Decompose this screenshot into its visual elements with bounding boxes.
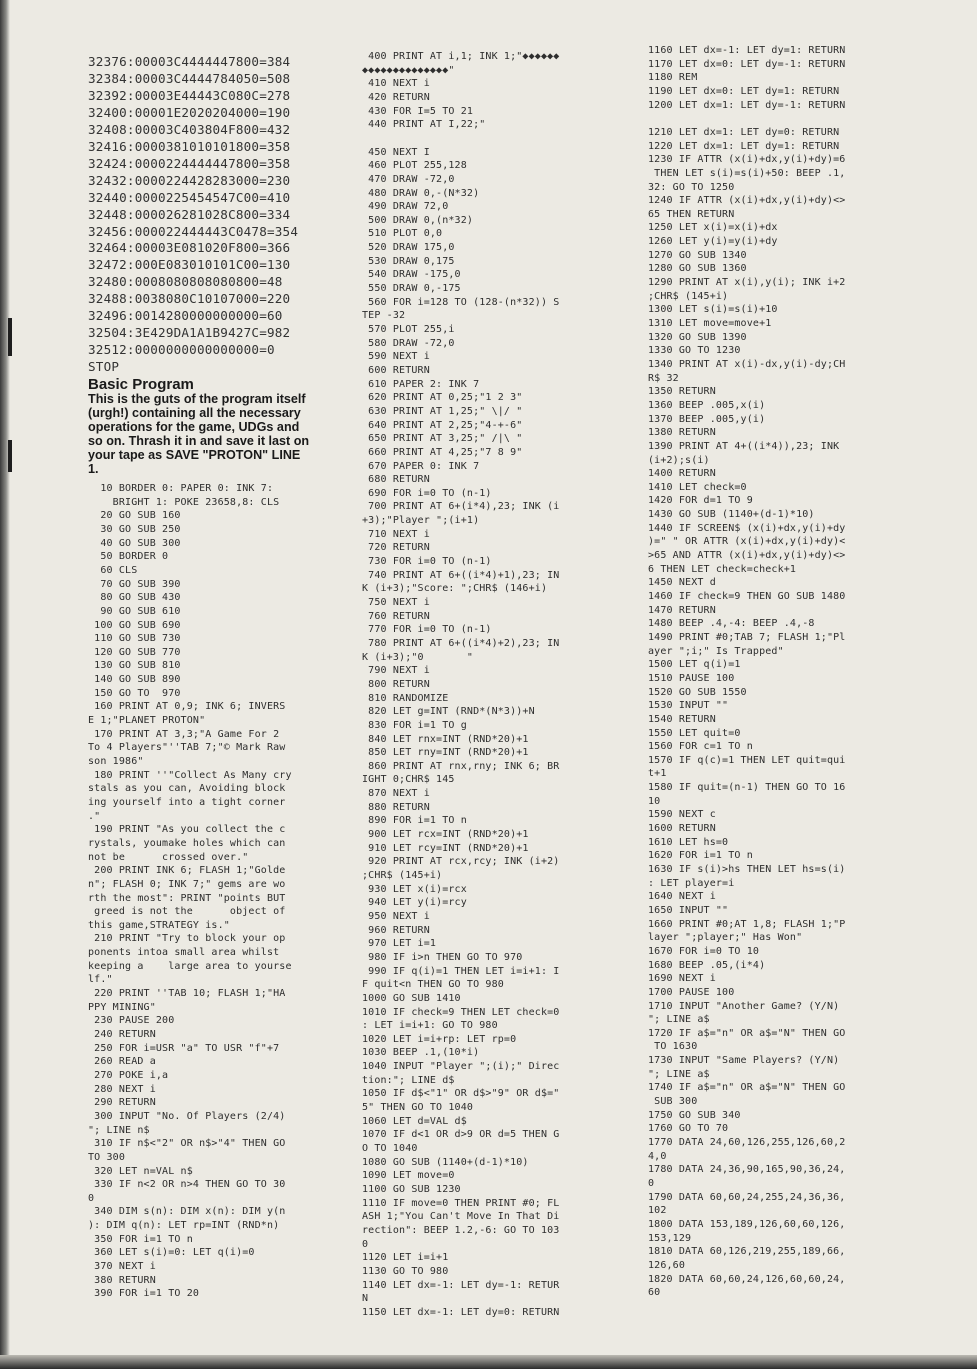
code-line: 153,129 — [648, 1232, 692, 1244]
code-line: 1180 REM — [648, 72, 698, 84]
code-line: 680 RETURN — [362, 474, 430, 486]
code-line: 1390 PRINT AT 4+((i*4)),23; INK — [648, 440, 840, 452]
code-line: 1320 GO SUB 1390 — [648, 331, 747, 343]
code-line: rth the most": PRINT "points BUT — [88, 892, 286, 904]
code-line: 1160 LET dx=-1: LET dy=1: RETURN — [648, 45, 846, 56]
hex-line: 32472:000E083010101C00=130 — [88, 257, 291, 273]
code-line: 1190 LET dx=0: LET dy=1: RETURN — [648, 85, 840, 97]
code-line: 1510 PAUSE 100 — [648, 672, 735, 684]
code-line: 1430 GO SUB (1140+(d-1)*10) — [648, 509, 815, 521]
code-line: 800 RETURN — [362, 678, 430, 690]
code-line: 126,60 — [648, 1259, 686, 1271]
code-line: 560 FOR i=128 TO (128-(n*32)) S — [362, 296, 560, 308]
code-line: greed is not the object of — [88, 906, 286, 918]
code-line: 140 GO SUB 890 — [88, 674, 181, 686]
code-line: 1380 RETURN — [648, 427, 716, 439]
code-line: 70 GO SUB 390 — [88, 578, 181, 590]
code-line: 700 PRINT AT 6+(i*4),23; INK (i — [362, 501, 560, 513]
code-line: 270 POKE i,a — [88, 1069, 169, 1081]
code-line: 820 LET g=INT (RND*(N*3))+N — [362, 706, 535, 718]
code-line: 1080 GO SUB (1140+(d-1)*10) — [362, 1156, 529, 1168]
code-line: 160 PRINT AT 0,9; INK 6; INVERS — [88, 701, 286, 713]
code-line: 1480 BEEP .4,-4: BEEP .4,-8 — [648, 618, 815, 630]
code-line: 1230 IF ATTR (x(i)+dx,y(i)+dy)=6 — [648, 154, 846, 166]
hex-line: 32512:0000000000000000=0 — [88, 342, 275, 358]
code-line: 1070 IF d<1 OR d>9 OR d=5 THEN G — [362, 1129, 560, 1141]
code-line: 1130 GO TO 980 — [362, 1265, 449, 1277]
code-line: 1020 LET i=i+rp: LET rp=0 — [362, 1033, 517, 1045]
code-line: 910 LET rcy=INT (RND*20)+1 — [362, 842, 529, 854]
code-line: 1100 GO SUB 1230 — [362, 1183, 461, 1195]
code-line: ): DIM q(n): LET rp=INT (RND*n) — [88, 1220, 280, 1232]
binding-mark — [8, 440, 12, 472]
code-line: 250 FOR i=USR "a" TO USR "f"+7 — [88, 1042, 280, 1054]
hex-line: 32440:0000225454547C00=410 — [88, 189, 291, 205]
code-line: 1770 DATA 24,60,126,255,126,60,2 — [648, 1137, 846, 1148]
code-line: 80 GO SUB 430 — [88, 592, 181, 604]
code-line: 320 LET n=VAL n$ — [88, 1165, 193, 1177]
code-line: "; LINE a$ — [648, 1068, 710, 1080]
code-line: 1490 PRINT #0;TAB 7; FLASH 1;"Pl — [648, 631, 846, 643]
code-line: 420 RETURN — [362, 91, 430, 103]
code-line: K (i+3);"Score: ";CHR$ (146+i) — [362, 583, 548, 595]
code-line: 40 GO SUB 300 — [88, 537, 181, 549]
code-line: 1590 NEXT c — [648, 809, 716, 821]
code-line: 950 NEXT i — [362, 910, 430, 922]
code-line: 1810 DATA 60,126,219,255,189,66, — [648, 1246, 846, 1258]
code-line: 770 FOR i=0 TO (n-1) — [362, 624, 492, 636]
code-line: stals as you can, Avoiding block — [88, 783, 286, 795]
code-line: ayer ";i;" Is Trapped" — [648, 645, 784, 657]
code-line: 570 PLOT 255,i — [362, 324, 455, 335]
code-line: TO 300 — [88, 1151, 126, 1163]
code-line: 1650 INPUT "" — [648, 904, 729, 916]
code-line: 32: GO TO 1250 — [648, 181, 735, 193]
code-line: 1610 LET hs=0 — [648, 836, 729, 848]
code-line: 150 GO TO 970 — [88, 687, 181, 699]
code-line: 750 NEXT i — [362, 597, 430, 608]
code-line: 1530 INPUT "" — [648, 700, 729, 712]
code-line: 0 — [362, 1238, 369, 1250]
code-line: 380 RETURN — [88, 1274, 156, 1286]
code-line: 880 RETURN — [362, 801, 430, 813]
code-line: 840 LET rnx=INT (RND*20)+1 — [362, 733, 529, 745]
code-line: 470 DRAW -72,0 — [362, 173, 455, 185]
code-line: 1310 LET move=move+1 — [648, 318, 772, 329]
code-line: 480 DRAW 0,-(N*32) — [362, 187, 480, 199]
code-line: 1760 GO TO 70 — [648, 1123, 729, 1135]
code-line: 1710 INPUT "Another Game? (Y/N) — [648, 1000, 840, 1012]
intro-line: so on. Thrash it in and save it last on — [88, 433, 310, 448]
code-line: 180 PRINT ''"Collect As Many cry — [88, 769, 292, 781]
code-line: 1370 BEEP .005,y(i) — [648, 413, 766, 425]
code-line: 1030 BEEP .1,(10*i) — [362, 1047, 480, 1059]
hex-line: 32448:000026281028C800=334 — [88, 206, 291, 222]
code-line: 980 IF i>n THEN GO TO 970 — [362, 951, 523, 963]
code-line: 300 INPUT "No. Of Players (2/4) — [88, 1110, 286, 1122]
code-line: F quit<n THEN GO TO 980 — [362, 979, 504, 991]
intro-line: operations for the game, UDGs and — [88, 419, 300, 434]
code-line: +3);"Player ";(i+1) — [362, 515, 480, 527]
code-line: 830 FOR i=1 TO g — [362, 719, 467, 731]
code-line: 210 PRINT "Try to block your op — [88, 933, 286, 945]
code-line: 230 PAUSE 200 — [88, 1015, 175, 1027]
code-line: 740 PRINT AT 6+((i*4)+1),23; IN — [362, 569, 560, 581]
code-line: 1340 PRINT AT x(i)-dx,y(i)-dy;CH — [648, 358, 846, 370]
code-line: ." — [88, 810, 101, 822]
code-line: 590 NEXT i — [362, 351, 430, 363]
code-line: 430 FOR I=5 TO 21 — [362, 105, 474, 117]
code-line: 310 IF n$<"2" OR n$>"4" THEN GO — [88, 1138, 286, 1150]
code-line: 1780 DATA 24,36,90,165,90,36,24, — [648, 1164, 846, 1176]
code-line: rection": BEEP 1.2,-6: GO TO 103 — [362, 1224, 560, 1236]
code-line: 500 DRAW 0,(n*32) — [362, 214, 474, 226]
code-line: 190 PRINT "As you collect the c — [88, 824, 286, 836]
code-line: "; LINE n$ — [88, 1124, 150, 1136]
hex-line: 32504:3E429DA1A1B9427C=982 — [88, 325, 291, 341]
code-line: 1520 GO SUB 1550 — [648, 686, 747, 698]
code-line: 20 GO SUB 160 — [88, 510, 181, 522]
hex-line: 32488:0038080C10107000=220 — [88, 291, 291, 307]
code-line: 710 NEXT i — [362, 528, 430, 540]
code-line: 1420 FOR d=1 TO 9 — [648, 495, 753, 507]
hex-line: 32480:0008080808080800=48 — [88, 274, 283, 290]
page-edge-shadow — [0, 0, 10, 1369]
code-line: 60 — [648, 1287, 661, 1299]
code-line: 610 PAPER 2: INK 7 — [362, 378, 480, 390]
code-line: 1200 LET dx=1: LET dy=-1: RETURN — [648, 99, 846, 111]
code-line: keeping a large area to yourse — [88, 960, 292, 972]
code-line: not be crossed over." — [88, 851, 249, 863]
code-line: 810 RANDOMIZE — [362, 692, 449, 704]
code-line: 1460 IF check=9 THEN GO SUB 1480 — [648, 591, 846, 602]
code-line: 370 NEXT i — [88, 1261, 156, 1273]
code-line: 900 LET rcx=INT (RND*20)+1 — [362, 829, 529, 841]
code-line: )=" " OR ATTR (x(i)+dx,y(i)+dy)< — [648, 536, 846, 548]
code-line: 1150 LET dx=-1: LET dy=0: RETURN — [362, 1306, 560, 1318]
code-line: 1680 BEEP .05,(i*4) — [648, 959, 766, 971]
code-line: 1800 DATA 153,189,126,60,60,126, — [648, 1218, 846, 1230]
code-line: 1700 PAUSE 100 — [648, 986, 735, 998]
code-line: 850 LET rny=INT (RND*20)+1 — [362, 747, 529, 759]
code-line: 400 PRINT AT i,1; INK 1;"◆◆◆◆◆◆ — [362, 51, 560, 62]
code-line: 550 DRAW 0,-175 — [362, 283, 461, 295]
code-line: K (i+3);"0 " — [362, 651, 474, 663]
page-bottom-edge — [0, 1355, 977, 1369]
code-line: 340 DIM s(n): DIM x(n): DIM y(n — [88, 1206, 286, 1218]
code-line: 1010 IF check=9 THEN LET check=0 — [362, 1006, 560, 1018]
hex-line: 32384:00003C4444784050=508 — [88, 70, 291, 86]
code-line: son 1986" — [88, 756, 144, 767]
code-line: 5" THEN GO TO 1040 — [362, 1102, 474, 1114]
code-line: 1740 IF a$="n" OR a$="N" THEN GO — [648, 1082, 846, 1094]
code-line: 1640 NEXT i — [648, 891, 716, 903]
code-line: 220 PRINT ''TAB 10; FLASH 1;"HA — [88, 988, 286, 1000]
code-line: 1500 LET q(i)=1 — [648, 659, 741, 671]
code-line: 640 PRINT AT 2,25;"4-+-6" — [362, 419, 523, 431]
code-line: 530 DRAW 0,175 — [362, 255, 455, 267]
intro-line: 1. — [88, 461, 99, 476]
code-line: 760 RETURN — [362, 610, 430, 622]
code-line: 1550 LET quit=0 — [648, 727, 741, 739]
code-line: 1440 IF SCREEN$ (x(i)+dx,y(i)+dy — [648, 522, 846, 534]
hex-line: 32400:00001E2020204000=190 — [88, 104, 291, 120]
code-line: 690 FOR i=0 TO (n-1) — [362, 487, 492, 499]
code-line: 1120 LET i=i+1 — [362, 1252, 449, 1264]
code-line: 50 BORDER 0 — [88, 551, 169, 563]
code-line: : LET player=i — [648, 877, 735, 889]
code-line: tion:"; LINE d$ — [362, 1074, 455, 1086]
code-line: 130 GO SUB 810 — [88, 660, 181, 672]
intro-line: your tape as SAVE "PROTON" LINE — [88, 447, 301, 462]
code-line: "; LINE a$ — [648, 1014, 710, 1026]
code-line: 1110 IF move=0 THEN PRINT #0; FL — [362, 1197, 560, 1209]
code-line: 360 LET s(i)=0: LET q(i)=0 — [88, 1247, 255, 1259]
code-line: 790 NEXT i — [362, 665, 430, 677]
code-line: : LET i=i+1: GO TO 980 — [362, 1020, 498, 1032]
code-line: 870 NEXT i — [362, 788, 430, 800]
hex-line: 32456:000022444443C0478=354 — [88, 223, 299, 239]
code-line: ing yourself into a tight corner — [88, 796, 286, 808]
hex-line: 32424:0000224444447800=358 — [88, 155, 291, 171]
intro-line: (urgh!) containing all the necessary — [88, 405, 301, 420]
code-line: 1350 RETURN — [648, 386, 716, 398]
code-line: 1400 RETURN — [648, 468, 716, 480]
code-line: 1140 LET dx=-1: LET dy=-1: RETUR — [362, 1279, 560, 1291]
code-line: 6 THEN LET check=check+1 — [648, 563, 797, 575]
code-line: 90 GO SUB 610 — [88, 605, 181, 617]
code-line: 1300 LET s(i)=s(i)+10 — [648, 304, 778, 316]
code-line: t+1 — [648, 768, 667, 780]
hex-line: 32496:0014280000000000=60 — [88, 308, 283, 324]
code-line: 580 DRAW -72,0 — [362, 337, 455, 349]
code-line: 1560 FOR c=1 TO n — [648, 741, 753, 753]
hex-line: 32464:00003E081020F800=366 — [88, 240, 291, 256]
code-line: 920 PRINT AT rcx,rcy; INK (i+2) — [362, 856, 560, 868]
code-line: 1330 GO TO 1230 — [648, 345, 741, 357]
code-line: 1260 LET y(i)=y(i)+dy — [648, 236, 778, 248]
code-line: 930 LET x(i)=rcx — [362, 883, 467, 895]
code-line: n"; FLASH 0; INK 7;" gems are wo — [88, 878, 286, 890]
code-line: R$ 32 — [648, 372, 679, 384]
code-line: 1210 LET dx=1: LET dy=0: RETURN — [648, 126, 840, 138]
code-line: 1790 DATA 60,60,24,255,24,36,36, — [648, 1191, 846, 1203]
code-line: 1170 LET dx=0: LET dy=-1: RETURN — [648, 58, 846, 70]
code-line: ponents intoa small area whilst — [88, 947, 280, 959]
code-line: 1290 PRINT AT x(i),y(i); INK i+2 — [648, 277, 846, 289]
code-line: 1060 LET d=VAL d$ — [362, 1115, 467, 1127]
code-line: 730 FOR i=0 TO (n-1) — [362, 556, 492, 568]
code-line: 1270 GO SUB 1340 — [648, 249, 747, 261]
code-line: ;CHR$ (145+i) — [648, 290, 729, 302]
code-line: 1000 GO SUB 1410 — [362, 992, 461, 1004]
code-line: 670 PAPER 0: INK 7 — [362, 460, 480, 472]
code-line: 490 DRAW 72,0 — [362, 201, 449, 213]
section-title: Basic Program — [88, 376, 194, 393]
code-line: 1620 FOR i=1 TO n — [648, 850, 753, 862]
code-line: 630 PRINT AT 1,25;" \|/ " — [362, 405, 523, 417]
code-line: IGHT 0;CHR$ 145 — [362, 774, 455, 786]
code-line: 1670 FOR i=0 TO 10 — [648, 945, 760, 957]
code-line: 720 RETURN — [362, 542, 430, 554]
code-line: ;CHR$ (145+i) — [362, 870, 443, 881]
code-line: 440 PRINT AT I,22;" — [362, 119, 486, 131]
code-line: 1250 LET x(i)=x(i)+dx — [648, 222, 778, 234]
code-line: 0 — [648, 1177, 655, 1189]
code-line: 1240 IF ATTR (x(i)+dx,y(i)+dy)<> — [648, 195, 846, 207]
code-line: layer ";player;" Has Won" — [648, 932, 803, 944]
binding-mark — [8, 318, 12, 356]
code-line: 410 NEXT i — [362, 78, 430, 90]
code-line: 65 THEN RETURN — [648, 208, 735, 220]
code-line: 1540 RETURN — [648, 713, 716, 725]
code-line: 260 READ a — [88, 1056, 156, 1068]
hex-line: 32416:0000381010101800=358 — [88, 138, 291, 154]
code-line: O TO 1040 — [362, 1143, 418, 1154]
code-line: 970 LET i=1 — [362, 938, 437, 950]
hex-line: 32432:0000224428283000=230 — [88, 172, 291, 188]
code-line: 1720 IF a$="n" OR a$="N" THEN GO — [648, 1027, 846, 1039]
code-line: 0 — [88, 1192, 95, 1204]
hex-line: STOP — [88, 359, 120, 375]
code-line: rystals, youmake holes which can — [88, 837, 286, 849]
code-line: 1280 GO SUB 1360 — [648, 263, 747, 275]
code-line: 1410 LET check=0 — [648, 481, 747, 493]
code-line: 1450 NEXT d — [648, 577, 716, 589]
code-line: 102 — [648, 1205, 667, 1217]
code-line: 1820 DATA 60,60,24,126,60,60,24, — [648, 1273, 846, 1285]
code-line: SUB 300 — [648, 1096, 698, 1108]
code-line: 330 IF n<2 OR n>4 THEN GO TO 30 — [88, 1179, 286, 1191]
code-line: 1570 IF q(c)=1 THEN LET quit=qui — [648, 754, 846, 766]
code-line: 30 GO SUB 250 — [88, 523, 181, 535]
code-line: 600 RETURN — [362, 364, 430, 376]
code-line: 170 PRINT AT 3,3;"A Game For 2 — [88, 728, 280, 740]
code-line: 1750 GO SUB 340 — [648, 1109, 741, 1121]
code-line: 990 IF q(i)=1 THEN LET i=i+1: I — [362, 965, 560, 977]
code-line: 200 PRINT INK 6; FLASH 1;"Golde — [88, 865, 286, 877]
code-line: 650 PRINT AT 3,25;" /|\ " — [362, 433, 523, 445]
code-line: 10 — [648, 795, 661, 807]
code-line: this game,STRATEGY is." — [88, 919, 230, 931]
code-line: lf." — [88, 974, 113, 986]
code-line: 540 DRAW -175,0 — [362, 269, 461, 281]
code-line: TEP -32 — [362, 310, 406, 322]
code-line: 100 GO SUB 690 — [88, 619, 181, 631]
code-line: 510 PLOT 0,0 — [362, 228, 443, 240]
code-line: (i+2);s(i) — [648, 454, 710, 466]
code-line: 350 FOR i=1 TO n — [88, 1233, 193, 1245]
code-line: BRIGHT 1: POKE 23658,8: CLS — [88, 496, 280, 508]
code-line: N — [362, 1293, 369, 1305]
code-line: 1580 IF quit=(n-1) THEN GO TO 16 — [648, 782, 846, 794]
code-line: 390 FOR i=1 TO 20 — [88, 1288, 200, 1300]
code-line: 280 NEXT i — [88, 1083, 156, 1095]
code-line: 1040 INPUT "Player ";(i);" Direc — [362, 1061, 560, 1073]
code-line: 1600 RETURN — [648, 823, 716, 835]
code-line: PPY MINING" — [88, 1001, 156, 1013]
code-line: 110 GO SUB 730 — [88, 633, 181, 645]
code-line: 860 PRINT AT rnx,rny; INK 6; BR — [362, 760, 560, 772]
code-line: 940 LET y(i)=rcy — [362, 897, 467, 909]
code-line: 1630 IF s(i)>hs THEN LET hs=s(i) — [648, 864, 846, 875]
hex-line: 32376:00003C4444447800=384 — [88, 54, 291, 69]
hex-line: 32392:00003E44443C080C=278 — [88, 87, 291, 103]
code-line: 1660 PRINT #0;AT 1,8; FLASH 1;"P — [648, 918, 846, 930]
code-line: 1220 LET dx=1: LET dy=1: RETURN — [648, 140, 840, 152]
code-line: 1090 LET move=0 — [362, 1170, 455, 1182]
code-line: TO 1630 — [648, 1041, 698, 1053]
code-line: 290 RETURN — [88, 1097, 156, 1109]
code-line: 240 RETURN — [88, 1029, 156, 1040]
code-line: 60 CLS — [88, 564, 138, 576]
code-line: 1050 IF d$<"1" OR d$>"9" OR d$=" — [362, 1088, 560, 1100]
code-line: 450 NEXT I — [362, 146, 430, 158]
intro-line: This is the guts of the program itself — [88, 392, 306, 406]
code-line: 620 PRINT AT 0,25;"1 2 3" — [362, 392, 523, 404]
code-line: 4,0 — [648, 1150, 667, 1162]
code-line: 960 RETURN — [362, 924, 430, 936]
code-line: E 1;"PLANET PROTON" — [88, 715, 206, 727]
code-line: 890 FOR i=1 TO n — [362, 815, 467, 827]
code-line: 460 PLOT 255,128 — [362, 160, 467, 172]
code-line: 1360 BEEP .005,x(i) — [648, 399, 766, 411]
code-line: 1730 INPUT "Same Players? (Y/N) — [648, 1055, 840, 1067]
code-line: 780 PRINT AT 6+((i*4)+2),23; IN — [362, 637, 560, 649]
code-line: 520 DRAW 175,0 — [362, 242, 455, 254]
code-line: 660 PRINT AT 4,25;"7 8 9" — [362, 446, 523, 458]
code-line: ◆◆◆◆◆◆◆◆◆◆◆◆◆◆" — [362, 64, 455, 76]
code-line: 1470 RETURN — [648, 604, 716, 616]
code-line: 10 BORDER 0: PAPER 0: INK 7: — [88, 483, 274, 494]
hex-line: 32408:00003C403804F800=432 — [88, 121, 291, 137]
code-line: 1690 NEXT i — [648, 973, 716, 985]
code-line: 120 GO SUB 770 — [88, 646, 181, 658]
code-line: To 4 Players"''TAB 7;"© Mark Raw — [88, 742, 286, 754]
code-line: >65 AND ATTR (x(i)+dx,y(i)+dy)<> — [648, 550, 846, 562]
code-line: THEN LET s(i)=s(i)+50: BEEP .1, — [648, 167, 846, 179]
code-line: ASH 1;"You Can't Move In That Di — [362, 1211, 560, 1223]
